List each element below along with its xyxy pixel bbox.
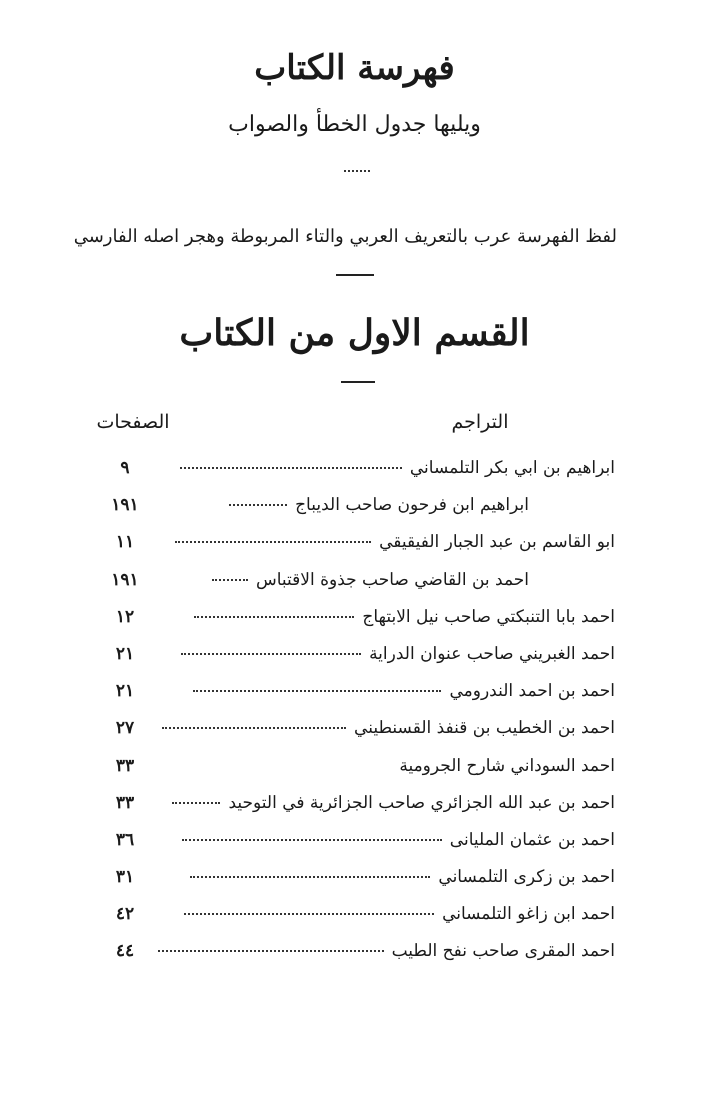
toc-entry [190, 867, 615, 887]
dot-leader [194, 616, 354, 618]
dot-leader [193, 690, 441, 692]
entry-name: احمد المقرى صاحب نفح الطيب [391, 941, 615, 962]
section-title: القسم الاول من الكتاب [179, 312, 530, 354]
table-of-contents [0, 452, 709, 973]
dot-leader [212, 579, 248, 581]
toc-entry [212, 570, 529, 590]
dotted-separator [344, 170, 370, 172]
divider-rule [336, 274, 374, 276]
page-number: ٩ [120, 458, 130, 478]
toc-entry [162, 718, 615, 738]
dot-leader [175, 541, 371, 543]
toc-entry [182, 830, 615, 850]
page-number: ٤٢ [115, 904, 135, 925]
page-number: ٣٣ [115, 792, 135, 813]
entry-name: احمد ابن زاغو التلمساني [442, 904, 615, 925]
dot-leader [229, 504, 287, 506]
entry-name: ابو القاسم بن عبد الجبار الفيقيقي [379, 532, 615, 553]
entries-column-heading: التراجم [451, 411, 509, 433]
entry-name: احمد بن زكرى التلمساني [438, 867, 615, 888]
page-number: ٣١ [115, 867, 135, 888]
page-number: ٣٣ [115, 755, 135, 776]
entry-name: احمد بن احمد الندرومي [449, 681, 615, 702]
toc-row [0, 750, 709, 787]
dot-leader [182, 839, 442, 841]
page-number: ٢١ [115, 681, 135, 702]
entry-name: احمد الغبريني صاحب عنوان الدراية [369, 643, 615, 664]
toc-row [0, 638, 709, 675]
intro-note: لفظ الفهرسة عرب بالتعريف العربي والتاء المربوطة وهجر اصله الفارسي [73, 226, 617, 247]
dot-leader [190, 876, 430, 878]
dot-leader [172, 802, 220, 804]
toc-row [0, 861, 709, 898]
toc-entry [194, 607, 615, 627]
toc-row [0, 601, 709, 638]
dot-leader [184, 913, 434, 915]
toc-row [0, 824, 709, 861]
toc-entry [181, 644, 615, 664]
entry-name: احمد بن القاضي صاحب جذوة الاقتباس [255, 569, 529, 590]
toc-row [0, 564, 709, 601]
page-number: ٣٦ [115, 829, 135, 850]
entry-name: ابراهيم بن ابي بكر التلمساني [409, 458, 615, 478]
toc-entry [193, 681, 615, 701]
toc-row [0, 526, 709, 563]
toc-entry [391, 756, 615, 776]
entry-name: ابراهيم ابن فرحون صاحب الديباج [295, 495, 529, 516]
page-number: ٢٧ [115, 718, 135, 739]
toc-entry [175, 532, 615, 552]
entry-name: احمد بن الخطيب بن قنفذ القسنطيني [354, 718, 615, 739]
toc-entry [229, 495, 529, 515]
entry-name: احمد بابا التنبكتي صاحب نيل الابتهاج [362, 606, 615, 627]
toc-entry [172, 793, 615, 813]
page-number: ١١ [115, 532, 135, 553]
toc-entry [180, 458, 615, 478]
errata-subtitle: ويليها جدول الخطأ والصواب [228, 112, 481, 137]
book-index-title: فهرسة الكتاب [254, 48, 455, 88]
dot-leader [162, 727, 346, 729]
toc-row [0, 675, 709, 712]
page-number: ٢١ [115, 643, 135, 664]
page-number: ١٩١ [111, 569, 139, 590]
dot-leader [181, 653, 361, 655]
toc-row [0, 898, 709, 935]
toc-row [0, 787, 709, 824]
toc-entry [184, 904, 615, 924]
page-number: ١٩١ [111, 495, 139, 516]
entry-name: احمد السوداني شارح الجرومية [399, 755, 615, 776]
toc-row [0, 452, 709, 489]
dot-leader [158, 950, 384, 952]
toc-entry [158, 941, 615, 961]
entry-name: احمد بن عثمان المليانى [449, 829, 615, 850]
toc-row [0, 489, 709, 526]
toc-row [0, 935, 709, 972]
dot-leader [180, 467, 402, 469]
pages-column-heading: الصفحات [96, 411, 170, 433]
entry-name: احمد بن عبد الله الجزائري صاحب الجزائرية في التوحيد [228, 792, 615, 813]
toc-row [0, 712, 709, 749]
page-number: ٤٤ [115, 941, 135, 962]
divider-rule [341, 381, 375, 383]
page-number: ١٢ [115, 606, 135, 627]
